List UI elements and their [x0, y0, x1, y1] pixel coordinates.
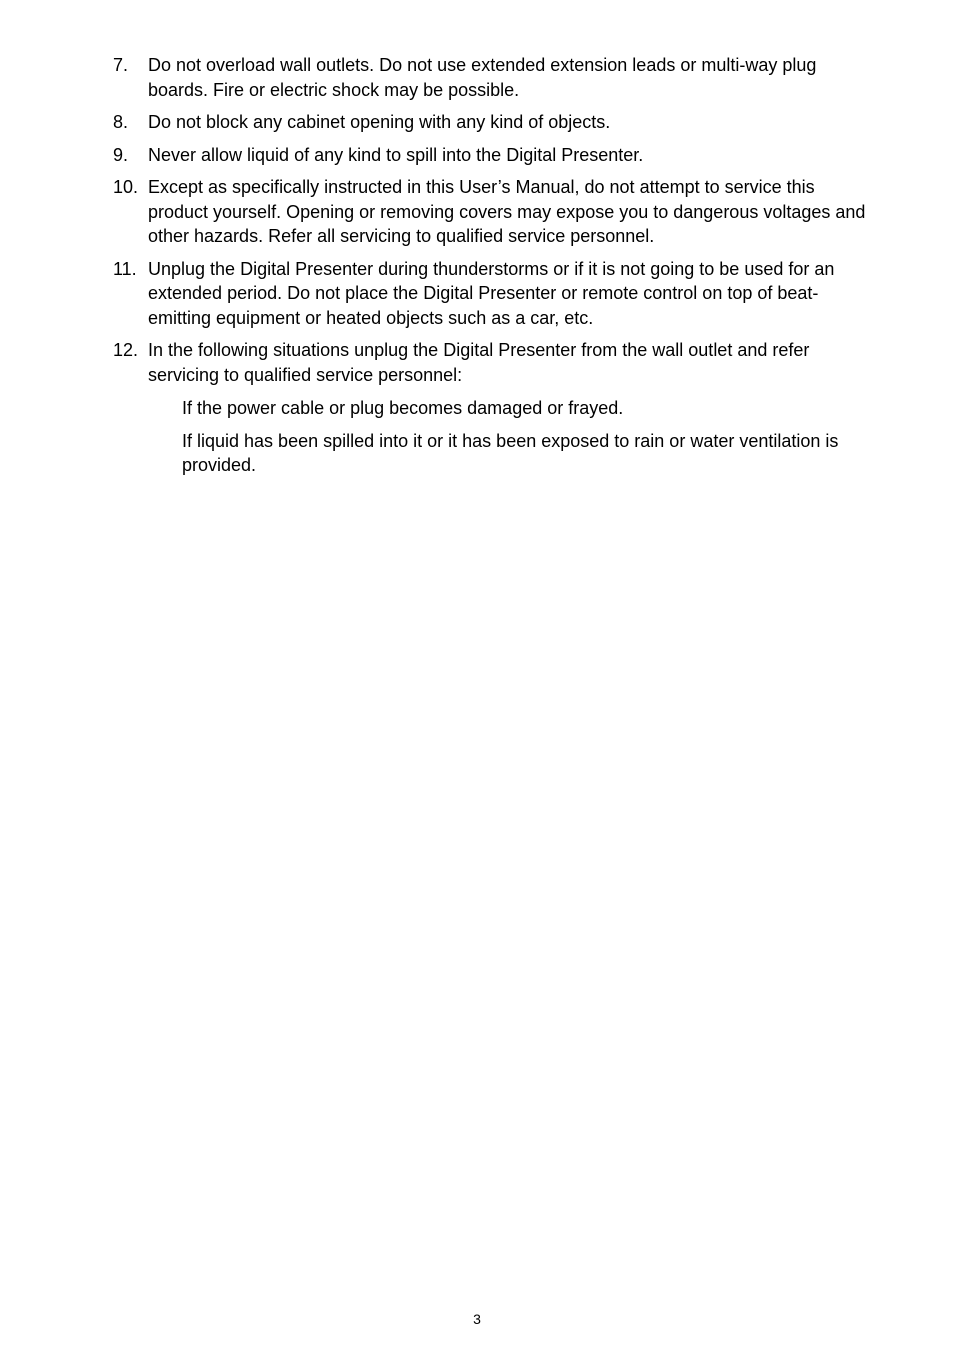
- list-item: [113, 338, 873, 387]
- list-item: [113, 53, 873, 102]
- list-item: [113, 110, 873, 135]
- list-item: [113, 175, 873, 249]
- page-number: 3: [473, 1311, 481, 1327]
- list-item-text: Unplug the Digital Presenter during thunderstorms or if it is not going to be used for an extended period. Do not place the Digital Presenter or remote control on top of beat-emitting equipment or heated objects such as a car, etc.: [148, 258, 835, 328]
- sub-list-item: If liquid has been spilled into it or it has been exposed to rain or water ventilation is provided.: [182, 430, 839, 475]
- list-item: [113, 257, 873, 331]
- list-item-text: Do not overload wall outlets. Do not use extended extension leads or multi-way plug boards. Fire or electric shock may be possible.: [148, 55, 817, 100]
- list-item-number: 9.: [113, 144, 129, 165]
- list-item-text: Do not block any cabinet opening with any kind of objects.: [148, 112, 611, 132]
- list-item: [113, 143, 873, 168]
- sub-list-item: If the power cable or plug becomes damaged or frayed.: [182, 398, 624, 418]
- list-item-text: Except as specifically instructed in this User’s Manual, do not attempt to service this product yourself. Opening or removing covers may expose you to dangerous voltages and other hazards. Refer all servicing to qualified service personnel.: [148, 177, 866, 246]
- list-item-number: 11.: [113, 258, 137, 279]
- safety-instructions-list: [113, 53, 873, 486]
- list-item-number: 10.: [113, 177, 139, 197]
- list-item-number: 7.: [113, 55, 129, 75]
- list-item-text: Never allow liquid of any kind to spill into the Digital Presenter.: [148, 144, 644, 165]
- list-item-number: 12.: [113, 340, 139, 360]
- list-item-text: In the following situations unplug the Digital Presenter from the wall outlet and refer servicing to qualified service personnel:: [148, 340, 810, 385]
- list-item-number: 8.: [113, 112, 129, 132]
